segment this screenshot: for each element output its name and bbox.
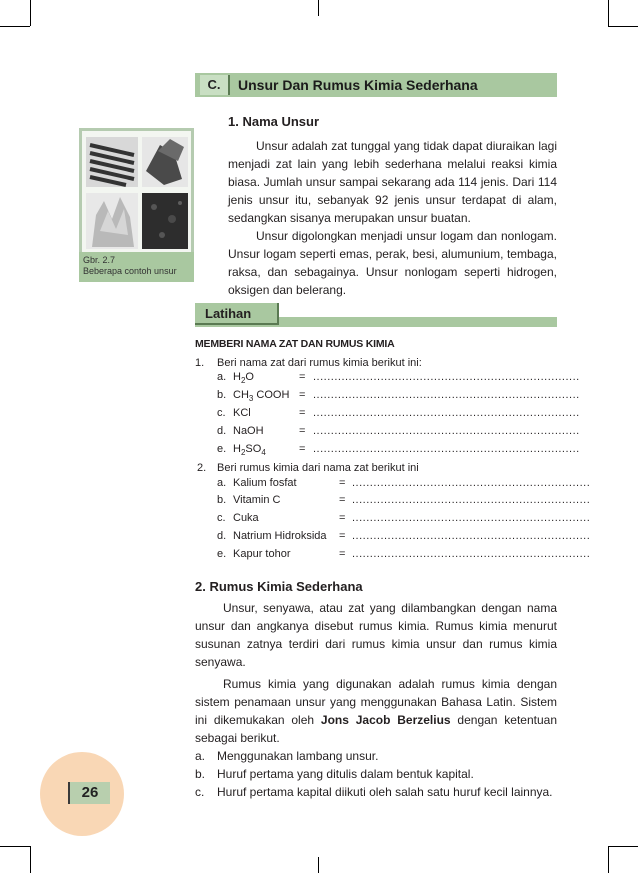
figure-caption: Beberapa contoh unsur bbox=[83, 266, 177, 276]
paragraph bbox=[195, 675, 557, 747]
formula-part: COOH bbox=[253, 389, 290, 401]
equals-sign: = bbox=[299, 425, 306, 437]
figure-caption-box bbox=[79, 252, 194, 282]
answer-blank[interactable]: ........................................................................... bbox=[313, 371, 580, 383]
equals-sign: = bbox=[299, 407, 306, 419]
chemical-formula bbox=[233, 406, 251, 424]
formula-part: H bbox=[233, 443, 241, 455]
formula-part: NaOH bbox=[233, 425, 264, 437]
list-letter: b. bbox=[195, 767, 206, 781]
chemical-formula bbox=[233, 424, 264, 442]
substance-name: Kalium fosfat bbox=[233, 477, 297, 489]
formula-subscript: 3 bbox=[248, 394, 254, 404]
list-item bbox=[195, 765, 557, 783]
formula-subscript: 2 bbox=[240, 448, 246, 458]
list-letter: a. bbox=[195, 749, 206, 763]
powder-photo bbox=[142, 193, 188, 249]
answer-blank[interactable]: ........................................................................... bbox=[313, 425, 580, 437]
item-letter: c. bbox=[217, 407, 226, 419]
crop-mark bbox=[608, 846, 638, 847]
answer-blank[interactable]: ................................................................... bbox=[352, 512, 591, 524]
formula-subscript: 4 bbox=[261, 448, 266, 458]
list-item bbox=[195, 747, 557, 765]
item-letter: a. bbox=[217, 371, 227, 383]
question-number: 2. bbox=[197, 462, 207, 474]
formula-part: O bbox=[245, 371, 254, 383]
substance-name: Cuka bbox=[233, 512, 259, 524]
substance-name: Kapur tohor bbox=[233, 548, 291, 560]
metal-rods-photo bbox=[86, 137, 138, 187]
formula-part: CH bbox=[233, 389, 249, 401]
crop-mark bbox=[318, 857, 319, 873]
chemical-formula bbox=[233, 442, 266, 460]
formula-part: KCl bbox=[233, 407, 251, 419]
question-text: Beri nama zat dari rumus kimia berikut ini: bbox=[217, 357, 422, 369]
equals-sign: = bbox=[339, 548, 346, 560]
equals-sign: = bbox=[339, 494, 346, 506]
author-name: Jons Jacob Berzelius bbox=[320, 713, 451, 727]
crop-mark bbox=[30, 846, 31, 873]
answer-blank[interactable]: ................................................................... bbox=[352, 548, 591, 560]
crop-mark bbox=[318, 0, 319, 16]
list-text: Huruf pertama kapital diikuti oleh salah satu huruf kecil lainnya. bbox=[217, 785, 553, 799]
substance-name: Natrium Hidroksida bbox=[233, 530, 327, 542]
crop-mark bbox=[0, 846, 30, 847]
list-item bbox=[195, 783, 557, 801]
crop-mark bbox=[608, 0, 609, 26]
paragraph: Unsur digolongkan menjadi unsur logam dan nonlogam. Unsur logam seperti emas, perak, besi, alumunium, tembaga, raksa, dan sebagainya. Unsur nonlogam seperti hidrogen, oksigen dan belerang. bbox=[228, 229, 557, 297]
crop-mark bbox=[608, 846, 609, 873]
item-letter: a. bbox=[217, 477, 227, 489]
latihan-label: Latihan bbox=[195, 303, 279, 325]
answer-blank[interactable]: ........................................................................... bbox=[313, 443, 580, 455]
subsection-1-text bbox=[228, 137, 557, 299]
item-letter: e. bbox=[217, 443, 227, 455]
figure-label: Gbr. 2.7 bbox=[83, 255, 116, 265]
list-text: Huruf pertama yang ditulis dalam bentuk kapital. bbox=[217, 767, 474, 781]
page-number: 26 bbox=[68, 782, 110, 804]
formula-part: H bbox=[233, 371, 241, 383]
question-text: Beri rumus kimia dari nama zat berikut ini bbox=[217, 462, 419, 474]
formula-part: SO bbox=[245, 443, 262, 455]
item-letter: b. bbox=[217, 389, 227, 401]
item-letter: b. bbox=[217, 494, 227, 506]
paragraph-part: dengan ketentuan sebagai berikut. bbox=[195, 713, 558, 745]
crystal-photo bbox=[86, 193, 138, 249]
subsection-2-text bbox=[195, 599, 557, 801]
crop-mark bbox=[0, 26, 30, 27]
rules-list bbox=[195, 747, 557, 801]
item-letter: c. bbox=[217, 512, 226, 524]
item-letter: d. bbox=[217, 425, 227, 437]
paragraph: Unsur adalah zat tunggal yang tidak dapat diuraikan lagi menjadi zat lain yang lebih sederhana melalui reaksi kimia biasa. Jumlah unsur sampai sekarang ada 114 jenis. Dari 114 jenis unsur itu, sebanyak 92 jenis unsur terdapat di alam, sedangkan sisanya merupakan unsur buatan. bbox=[228, 139, 557, 225]
equals-sign: = bbox=[299, 389, 306, 401]
crop-mark bbox=[608, 26, 638, 27]
item-letter: e. bbox=[217, 548, 227, 560]
metal-chunks-photo bbox=[142, 137, 188, 187]
formula-subscript: 2 bbox=[240, 376, 246, 386]
paragraph: Unsur, senyawa, atau zat yang dilambangkan dengan nama unsur dan angkanya disebut rumus kimia. Rumus kimia menurut susunan zatnya terdiri dari rumus kimia unsur dan rumus kimia senyawa. bbox=[195, 601, 557, 669]
chemical-formula bbox=[233, 370, 254, 388]
equals-sign: = bbox=[299, 443, 306, 455]
exercise-heading: MEMBERI NAMA ZAT DAN RUMUS KIMIA bbox=[195, 338, 395, 350]
crop-mark bbox=[30, 0, 31, 26]
element-samples-image bbox=[82, 131, 191, 253]
item-letter: d. bbox=[217, 530, 227, 542]
answer-blank[interactable]: ........................................................................... bbox=[313, 389, 580, 401]
subsection-title-1: 1. Nama Unsur bbox=[228, 114, 320, 129]
equals-sign: = bbox=[339, 512, 346, 524]
answer-blank[interactable]: ........................................................................... bbox=[313, 407, 580, 419]
section-title: Unsur Dan Rumus Kimia Sederhana bbox=[238, 77, 478, 93]
list-text: Menggunakan lambang unsur. bbox=[217, 749, 379, 763]
question-number: 1. bbox=[195, 357, 205, 369]
subsection-title-2: 2. Rumus Kimia Sederhana bbox=[195, 579, 363, 594]
answer-blank[interactable]: ................................................................... bbox=[352, 530, 591, 542]
equals-sign: = bbox=[339, 477, 346, 489]
answer-blank[interactable]: ................................................................... bbox=[352, 494, 591, 506]
section-letter: C. bbox=[200, 75, 230, 95]
chemical-formula bbox=[233, 388, 289, 406]
list-letter: c. bbox=[195, 785, 205, 799]
equals-sign: = bbox=[339, 530, 346, 542]
substance-name: Vitamin C bbox=[233, 494, 281, 506]
paragraph-part: Rumus kimia yang digunakan adalah rumus kimia dengan sistem penamaan unsur yang menggunakan Bahasa Latin. Sistem ini dikemukakan oleh bbox=[195, 677, 557, 727]
equals-sign: = bbox=[299, 371, 306, 383]
answer-blank[interactable]: ................................................................... bbox=[352, 477, 591, 489]
